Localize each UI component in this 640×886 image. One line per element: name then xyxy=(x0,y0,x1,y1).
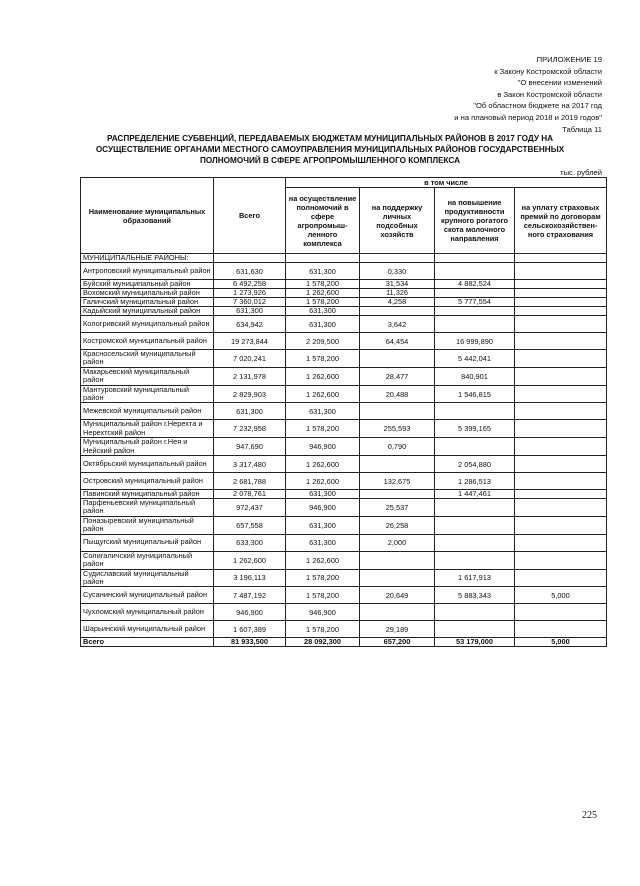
cell-v2: 0,330 xyxy=(360,263,435,280)
cell-v2 xyxy=(360,569,435,587)
cell-v1: 946,900 xyxy=(286,604,360,621)
cell-v4 xyxy=(515,569,607,587)
cell-v2: 25,537 xyxy=(360,499,435,517)
table-row xyxy=(81,499,607,517)
appendix-line: "О внесении изменений xyxy=(517,78,602,88)
cell-v4 xyxy=(515,333,607,350)
col-header-agro: на осуществление полномочий в сфере агропромыш-ленного комплекса xyxy=(286,188,360,254)
cell-v1: 631,300 xyxy=(286,516,360,534)
cell-v3: 1 617,913 xyxy=(435,569,515,587)
cell-v3 xyxy=(435,551,515,569)
col-header-households: на поддержку личных подсобных хозяйств xyxy=(360,188,435,254)
table-row xyxy=(81,551,607,569)
cell-v1: 631,300 xyxy=(286,534,360,551)
cell-total: 631,630 xyxy=(214,263,286,280)
cell-v3: 1 447,461 xyxy=(435,490,515,499)
subsidy-table xyxy=(80,177,607,647)
table-row xyxy=(81,307,607,316)
district-name: Судиславский муниципальный район xyxy=(81,569,214,587)
cell-v3 xyxy=(435,403,515,420)
cell-v2: 64,454 xyxy=(360,333,435,350)
cell-v3 xyxy=(435,499,515,517)
district-name: Шарьинский муниципальный район xyxy=(81,621,214,638)
cell-v4 xyxy=(515,316,607,333)
table-row xyxy=(81,367,607,385)
title-line: ПОЛНОМОЧИЙ В СФЕРЕ АГРОПРОМЫШЛЕННОГО КОМПЛЕКСА xyxy=(199,156,461,165)
cell-v1: 1 578,200 xyxy=(286,569,360,587)
district-name: Поназыревский муниципальный район xyxy=(81,516,214,534)
district-name: Сусанинский муниципальный район xyxy=(81,587,214,604)
cell-v1: 1 578,200 xyxy=(286,298,360,307)
district-name: Кадыйский муниципальный район xyxy=(81,307,214,316)
cell-v4 xyxy=(515,456,607,473)
district-name: Октябрьский муниципальный район xyxy=(81,456,214,473)
col-header-insurance: на уплату страховых премий по договорам сельскохозяйствен-ного страхования xyxy=(515,188,607,254)
table-row xyxy=(81,333,607,350)
district-name: Островский муниципальный район xyxy=(81,473,214,490)
cell-total: 631,300 xyxy=(214,403,286,420)
cell-total: 7 020,241 xyxy=(214,350,286,368)
cell-v4 xyxy=(515,307,607,316)
appendix-line: "Об областном бюджете на 2017 год xyxy=(473,101,602,111)
cell-v4 xyxy=(515,473,607,490)
cell-v2 xyxy=(360,350,435,368)
cell-total: 1 273,926 xyxy=(214,289,286,298)
district-name: Чухломский муниципальный район xyxy=(81,604,214,621)
cell-v1: 1 262,600 xyxy=(286,385,360,403)
cell-v1: 631,300 xyxy=(286,490,360,499)
table-row xyxy=(81,569,607,587)
cell-total: 634,942 xyxy=(214,316,286,333)
total-total: 81 933,500 xyxy=(214,638,286,647)
table-row xyxy=(81,534,607,551)
table-row xyxy=(81,604,607,621)
cell-total: 946,900 xyxy=(214,604,286,621)
cell-v3: 1 286,513 xyxy=(435,473,515,490)
cell-total: 3 317,480 xyxy=(214,456,286,473)
col-header-name: Наименование муниципальных образований xyxy=(81,178,214,254)
cell-v4 xyxy=(515,350,607,368)
cell-total: 19 273,844 xyxy=(214,333,286,350)
cell-total: 7 360,012 xyxy=(214,298,286,307)
district-name: Муниципальный район г.Нерехта и Нерехтский район xyxy=(81,420,214,438)
district-name: Павинский муниципальный район xyxy=(81,490,214,499)
cell-v1: 1 262,600 xyxy=(286,456,360,473)
cell-v1: 631,300 xyxy=(286,263,360,280)
cell-v3: 5 883,343 xyxy=(435,587,515,604)
total-v2: 657,200 xyxy=(360,638,435,647)
cell-v1: 946,900 xyxy=(286,438,360,456)
appendix-block xyxy=(302,54,602,135)
cell-total: 2 681,788 xyxy=(214,473,286,490)
cell-v4 xyxy=(515,551,607,569)
cell-total: 3 196,113 xyxy=(214,569,286,587)
cell-v1: 1 578,200 xyxy=(286,350,360,368)
cell-v1: 631,300 xyxy=(286,307,360,316)
cell-v3 xyxy=(435,307,515,316)
table-row xyxy=(81,420,607,438)
cell-v1: 1 578,200 xyxy=(286,587,360,604)
appendix-line: к Закону Костромской области xyxy=(494,66,602,76)
cell-v2: 20,649 xyxy=(360,587,435,604)
table-row xyxy=(81,403,607,420)
district-name: Солигаличский муниципальный район xyxy=(81,551,214,569)
district-name: Межевской муниципальный район xyxy=(81,403,214,420)
cell-total: 633,300 xyxy=(214,534,286,551)
appendix-line: и на плановый период 2018 и 2019 годов" xyxy=(454,112,602,122)
cell-v1: 1 262,600 xyxy=(286,289,360,298)
cell-v1: 1 262,600 xyxy=(286,473,360,490)
cell-v3 xyxy=(435,438,515,456)
cell-v4 xyxy=(515,499,607,517)
table-body xyxy=(81,254,607,647)
cell-total: 2 078,761 xyxy=(214,490,286,499)
cell-v4 xyxy=(515,280,607,289)
district-name: Костромской муниципальный район xyxy=(81,333,214,350)
district-name: Вохомский муниципальный район xyxy=(81,289,214,298)
title-line: ОСУЩЕСТВЛЕНИЕ ОРГАНАМИ МЕСТНОГО САМОУПРАВЛЕНИЯ МУНИЦИПАЛЬНЫХ РАЙОНОВ ГОСУДАРСТВЕННЫХ xyxy=(95,145,565,154)
title-line: РАСПРЕДЕЛЕНИЕ СУБВЕНЦИЙ, ПЕРЕДАВАЕМЫХ БЮДЖЕТАМ МУНИЦИПАЛЬНЫХ РАЙОНОВ В 2017 ГОДУ НА xyxy=(106,134,554,143)
cell-v3: 1 546,815 xyxy=(435,385,515,403)
table-row xyxy=(81,473,607,490)
cell-v4 xyxy=(515,490,607,499)
appendix-line: в Закон Костромской области xyxy=(497,89,602,99)
cell-v4 xyxy=(515,289,607,298)
cell-v2: 4,258 xyxy=(360,298,435,307)
cell-v2 xyxy=(360,403,435,420)
cell-v2: 3,642 xyxy=(360,316,435,333)
cell-v4 xyxy=(515,534,607,551)
cell-v3 xyxy=(435,316,515,333)
cell-v2: 11,326 xyxy=(360,289,435,298)
district-name: Кологривский муниципальный район xyxy=(81,316,214,333)
cell-v1: 946,900 xyxy=(286,499,360,517)
cell-v1: 631,300 xyxy=(286,316,360,333)
cell-v4: 5,000 xyxy=(515,587,607,604)
cell-v4 xyxy=(515,420,607,438)
cell-total: 2 131,978 xyxy=(214,367,286,385)
cell-v1: 631,300 xyxy=(286,403,360,420)
cell-v1: 1 578,200 xyxy=(286,280,360,289)
cell-total: 657,558 xyxy=(214,516,286,534)
table-row xyxy=(81,385,607,403)
cell-v2 xyxy=(360,551,435,569)
cell-total: 6 492,258 xyxy=(214,280,286,289)
table-row xyxy=(81,263,607,280)
cell-v1: 1 262,600 xyxy=(286,551,360,569)
cell-total: 972,437 xyxy=(214,499,286,517)
cell-v2: 2,000 xyxy=(360,534,435,551)
cell-v4 xyxy=(515,438,607,456)
cell-v2: 28,477 xyxy=(360,367,435,385)
cell-v2: 0,790 xyxy=(360,438,435,456)
district-name: Макарьевский муниципальный район xyxy=(81,367,214,385)
cell-v4 xyxy=(515,516,607,534)
cell-v3 xyxy=(435,263,515,280)
section-row xyxy=(81,254,607,263)
district-name: Мантуровский муниципальный район xyxy=(81,385,214,403)
cell-v4 xyxy=(515,403,607,420)
district-name: Красносельский муниципальный район xyxy=(81,350,214,368)
cell-v2: 29,189 xyxy=(360,621,435,638)
cell-v1: 1 262,600 xyxy=(286,367,360,385)
cell-v2: 26,258 xyxy=(360,516,435,534)
units-label: тыс. рублей xyxy=(560,168,602,177)
table-row xyxy=(81,516,607,534)
col-header-total: Всего xyxy=(214,178,286,254)
cell-total: 631,300 xyxy=(214,307,286,316)
cell-v2 xyxy=(360,456,435,473)
cell-v3: 5 442,041 xyxy=(435,350,515,368)
table-row xyxy=(81,456,607,473)
col-header-dairy: на повышение продуктивности крупного рогатого скота молочного направления xyxy=(435,188,515,254)
cell-v3 xyxy=(435,621,515,638)
cell-v1: 1 578,200 xyxy=(286,420,360,438)
cell-v4 xyxy=(515,367,607,385)
cell-v3: 16 999,890 xyxy=(435,333,515,350)
total-label: Всего xyxy=(81,638,214,647)
table-row xyxy=(81,316,607,333)
cell-v2 xyxy=(360,307,435,316)
district-name: Парфеньевский муниципальный район xyxy=(81,499,214,517)
cell-total: 1 262,600 xyxy=(214,551,286,569)
cell-total: 1 607,389 xyxy=(214,621,286,638)
cell-v2: 132,675 xyxy=(360,473,435,490)
cell-v1: 2 209,500 xyxy=(286,333,360,350)
document-title xyxy=(80,133,580,166)
cell-v4 xyxy=(515,263,607,280)
cell-v4 xyxy=(515,298,607,307)
cell-total: 947,690 xyxy=(214,438,286,456)
cell-total: 7 487,192 xyxy=(214,587,286,604)
district-name: Пыщугский муниципальный район xyxy=(81,534,214,551)
cell-v4 xyxy=(515,621,607,638)
cell-total: 7 232,958 xyxy=(214,420,286,438)
table-row xyxy=(81,438,607,456)
cell-v3: 4 882,524 xyxy=(435,280,515,289)
appendix-line: Таблица 11 xyxy=(562,124,602,134)
total-row xyxy=(81,638,607,647)
cell-v2: 255,593 xyxy=(360,420,435,438)
district-name: Буйский муниципальный район xyxy=(81,280,214,289)
section-label: МУНИЦИПАЛЬНЫЕ РАЙОНЫ: xyxy=(81,254,214,263)
cell-v4 xyxy=(515,604,607,621)
cell-v4 xyxy=(515,385,607,403)
appendix-line: ПРИЛОЖЕНИЕ 19 xyxy=(536,55,602,64)
cell-v2 xyxy=(360,490,435,499)
cell-v3 xyxy=(435,604,515,621)
district-name: Галичский муниципальный район xyxy=(81,298,214,307)
table-row xyxy=(81,621,607,638)
table-row xyxy=(81,350,607,368)
table-row xyxy=(81,587,607,604)
cell-v2 xyxy=(360,604,435,621)
cell-v1: 1 578,200 xyxy=(286,621,360,638)
cell-v2: 20,488 xyxy=(360,385,435,403)
cell-v3: 2 054,880 xyxy=(435,456,515,473)
cell-v3 xyxy=(435,534,515,551)
cell-v2: 31,534 xyxy=(360,280,435,289)
page-number: 225 xyxy=(582,810,597,821)
total-v1: 28 092,300 xyxy=(286,638,360,647)
district-name: Антроповский муниципальный район xyxy=(81,263,214,280)
cell-v3: 5 777,554 xyxy=(435,298,515,307)
total-v4: 5,000 xyxy=(515,638,607,647)
cell-v3: 840,901 xyxy=(435,367,515,385)
cell-v3: 5 399,165 xyxy=(435,420,515,438)
cell-v3 xyxy=(435,516,515,534)
col-header-group: в том числе xyxy=(286,178,607,188)
total-v3: 53 179,000 xyxy=(435,638,515,647)
district-name: Муниципальный район г.Нея и Нейский район xyxy=(81,438,214,456)
cell-total: 2 829,903 xyxy=(214,385,286,403)
